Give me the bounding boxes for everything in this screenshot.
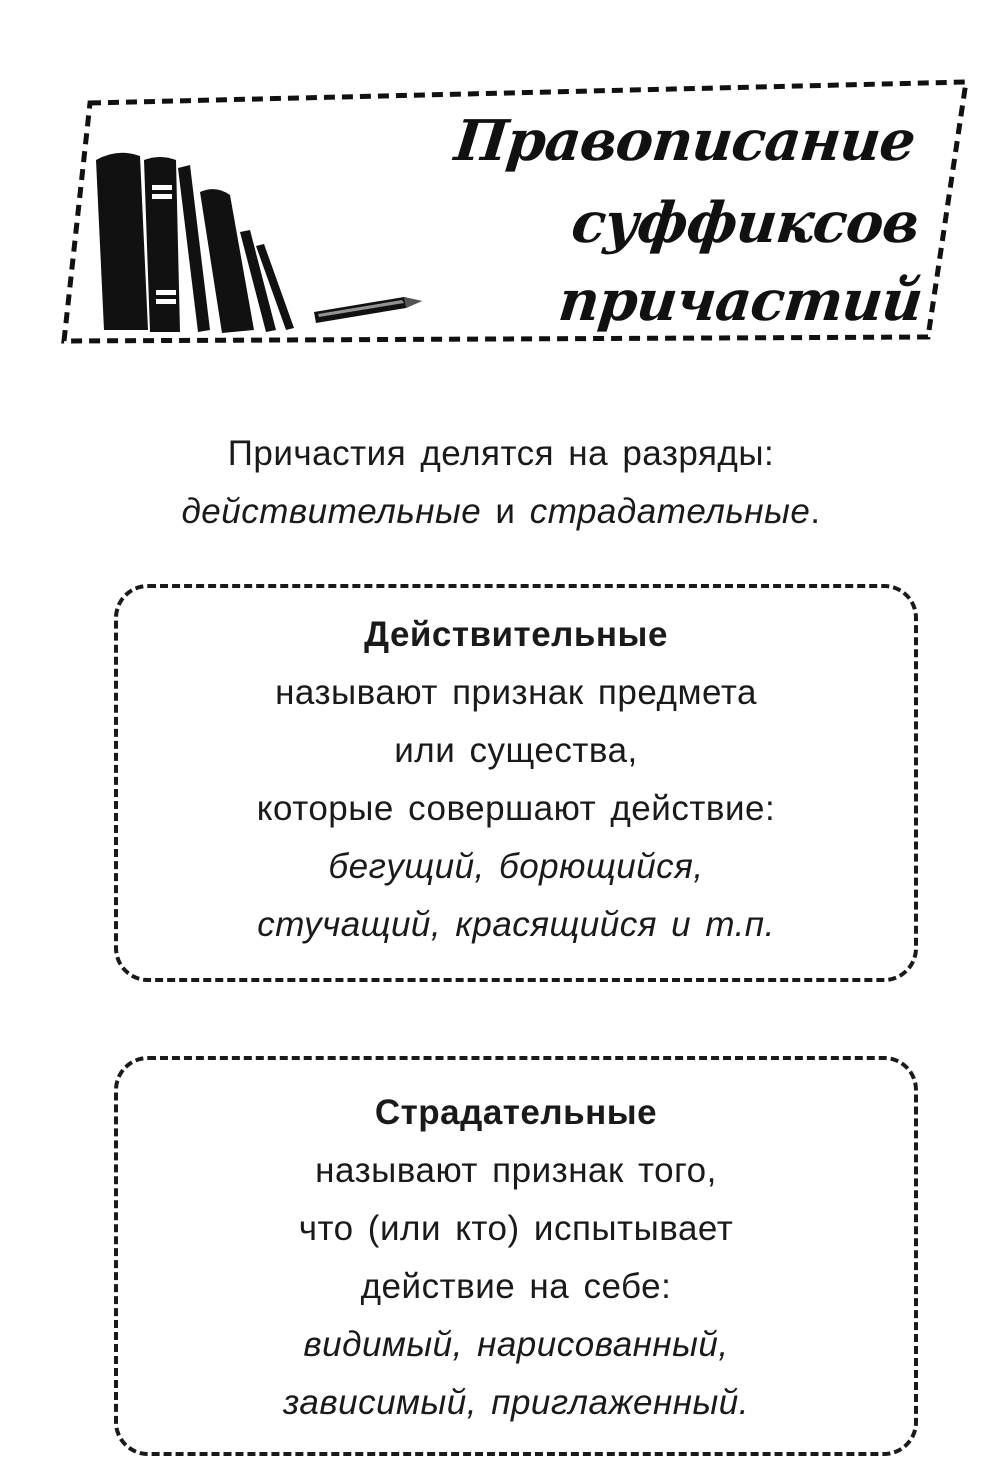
- books-icon: [96, 153, 294, 333]
- card-title: Действительные: [364, 615, 668, 654]
- card-text-line: называют признак того,: [315, 1151, 717, 1190]
- intro-period: .: [810, 492, 821, 531]
- page-title-line-3: причастий: [555, 268, 926, 334]
- card-title: Страдательные: [374, 1093, 658, 1132]
- header-banner: [0, 0, 1002, 370]
- card-text-line: или существа,: [394, 731, 638, 770]
- card-example-line: зависимый, приглаженный.: [283, 1383, 749, 1422]
- page-title-line-1: Правописание: [451, 108, 918, 174]
- intro-line-1: Причастия делятся на разряды:: [227, 434, 775, 473]
- pencil-icon: [314, 297, 422, 323]
- page-title-line-2: суффиксов: [568, 190, 922, 256]
- passive-participles-card: [114, 1056, 918, 1456]
- card-text-line: что (или кто) испытывает: [298, 1209, 734, 1248]
- term-active: действительные: [181, 492, 482, 531]
- active-participles-card: [114, 584, 918, 982]
- card-text-line: называют признак предмета: [275, 673, 757, 712]
- term-passive: страдательные: [529, 492, 811, 531]
- intro-conjunction: и: [481, 492, 530, 531]
- card-text-line: которые совершают действие:: [256, 789, 776, 828]
- intro-paragraph: [0, 425, 1002, 541]
- intro-line-2: [0, 483, 1002, 541]
- card-example-line: видимый, нарисованный,: [303, 1325, 729, 1364]
- card-example-line: бегущий, борющийся,: [328, 847, 704, 886]
- card-text-line: действие на себе:: [360, 1267, 672, 1306]
- card-example-line: стучащий, красящийся и т.п.: [257, 905, 775, 944]
